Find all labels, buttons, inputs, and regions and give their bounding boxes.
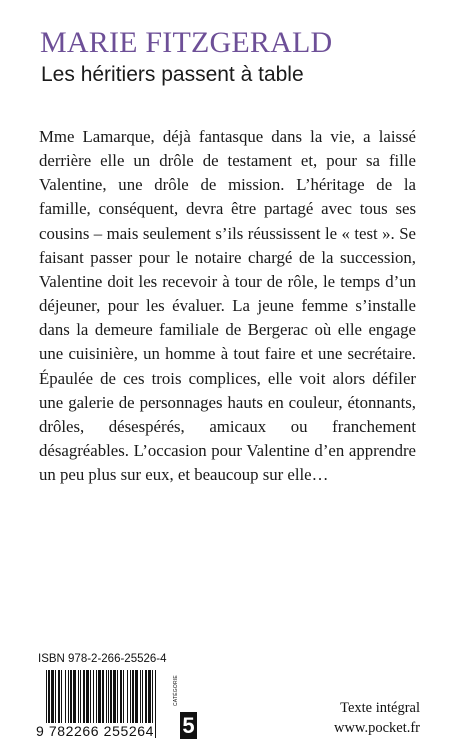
author-name: MARIE FITZGERALD: [40, 26, 333, 59]
publisher-website: www.pocket.fr: [333, 720, 420, 736]
category-badge: 5: [180, 712, 197, 739]
barcode-digits: 9 782266 255264: [36, 723, 154, 739]
category-label: CATÉGORIE: [173, 675, 179, 706]
texte-integral-label: Texte intégral: [340, 700, 420, 716]
isbn-number: ISBN 978-2-266-25526-4: [38, 653, 167, 665]
book-blurb: Mme Lamarque, déjà fantasque dans la vie, a laissé derrière elle un drôle de testament et, pour sa fille Valentine, une drôle de mission. L’héritage de la famille, conséquent, devra être partagé avec tous ses cousins – mais seulement s’ils réussissent le « test ». Se faisant passer pour le notaire chargé de la succession, Valentine doit les recevoir à tour de rôle, le temps d’un déjeuner, pour les évaluer. La jeune femme s’installe dans la demeure familiale de Bergerac où elle engage une cuisinière, un homme à tout faire et une secrétaire. Épaulée de ces trois complices, elle voit alors défiler une galerie de personnages hauts en couleur, étonnants, drôles, désespérés, amicaux ou franchement désagréables. L’occasion pour Valentine d’en apprendre un peu plus sur eux, et beaucoup sur elle…: [39, 127, 416, 485]
book-title: Les héritiers passent à table: [41, 63, 304, 86]
